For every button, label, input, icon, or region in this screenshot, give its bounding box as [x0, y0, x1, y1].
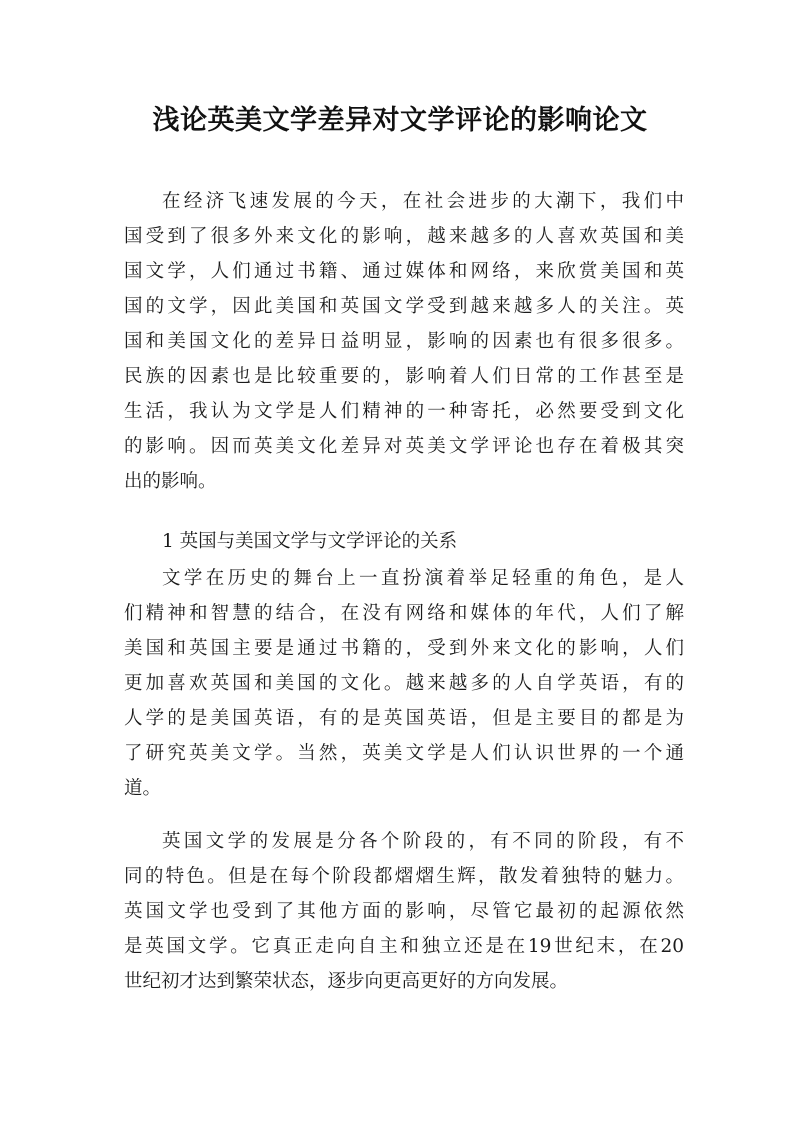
paragraph-line: 更加喜欢英国和美国的文化。越来越多的人自学英语，有的	[124, 673, 684, 694]
paragraph-line: 人学的是美国英语，有的是英国英语，但是主要目的都是为	[124, 708, 684, 729]
section-heading-text: 1 英国与美国文学与文学评论的关系	[162, 531, 458, 552]
paragraph-line: 在经济飞速发展的今天，在社会进步的大潮下，我们中	[162, 191, 684, 212]
paragraph-line: 国受到了很多外来文化的影响，越来越多的人喜欢英国和美	[124, 226, 684, 247]
paragraph-line: 同的特色。但是在每个阶段都熠熠生辉，散发着独特的魅力。	[124, 866, 684, 887]
paragraph-line: 文学在历史的舞台上一直扮演着举足轻重的角色，是人	[162, 568, 684, 589]
paragraph-line: 国文学，人们通过书籍、通过媒体和网络，来欣赏美国和英	[124, 261, 684, 282]
paragraph-line: 民族的因素也是比较重要的，影响着人们日常的工作甚至是	[124, 366, 684, 387]
document-title: 浅论英美文学差异对文学评论的影响论文	[152, 105, 648, 136]
paragraph-line: 出的影响。	[124, 471, 217, 492]
paragraph-line: 生活，我认为文学是人们精神的一种寄托，必然要受到文化	[124, 401, 684, 422]
paragraph-line: 道。	[124, 778, 162, 799]
paragraph-line: 英国文学也受到了其他方面的影响，尽管它最初的起源依然	[124, 901, 684, 922]
paragraph-line: 了研究英美文学。当然，英美文学是人们认识世界的一个通	[124, 743, 684, 764]
paragraph-line: 国和美国文化的差异日益明显，影响的因素也有很多很多。	[124, 331, 684, 352]
paragraph-line: 美国和英国主要是通过书籍的，受到外来文化的影响，人们	[124, 638, 684, 659]
paragraph-line: 是英国文学。它真正走向自主和独立还是在19世纪末，在20	[124, 936, 684, 957]
paragraph-line: 们精神和智慧的结合，在没有网络和媒体的年代，人们了解	[124, 603, 684, 624]
paragraph-line: 国的文学，因此美国和英国文学受到越来越多人的关注。英	[124, 296, 684, 317]
paragraph-line: 英国文学的发展是分各个阶段的，有不同的阶段，有不	[162, 831, 684, 852]
paragraph-line: 世纪初才达到繁荣状态，逐步向更高更好的方向发展。	[124, 971, 569, 992]
paragraph-line: 的影响。因而英美文化差异对英美文学评论也存在着极其突	[124, 436, 684, 457]
